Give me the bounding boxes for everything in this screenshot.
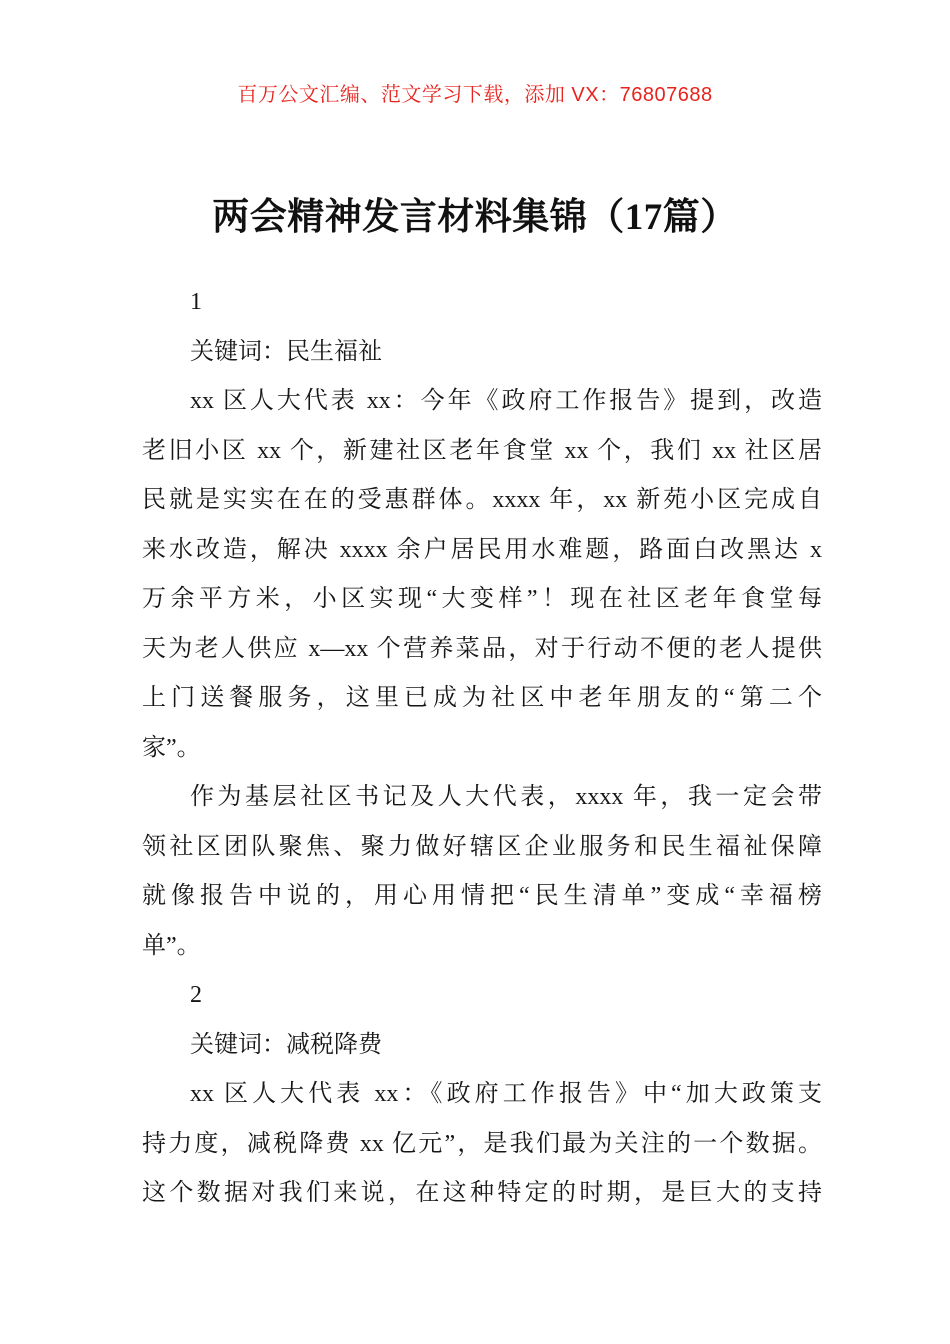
promo-banner: 百万公文汇编、范文学习下载，添加 VX：76807688 xyxy=(237,84,713,106)
body-line: 1 xyxy=(190,289,202,315)
body-line: 持力度，减税降费 xx 亿元”，是我们最为关注的一个数据。 xyxy=(142,1130,822,1157)
body-line: xx 区人大代表 xx：《政府工作报告》中“加大政策支 xyxy=(190,1081,822,1107)
body-line: 天为老人供应 x—xx 个营养菜品，对于行动不便的老人提供 xyxy=(142,635,822,662)
document-body xyxy=(142,278,822,1219)
body-line: 作为基层社区书记及人大代表，xxxx 年，我一定会带 xyxy=(190,784,822,810)
body-line: 上门送餐服务，这里已成为社区中老年朋友的“第二个 xyxy=(142,685,822,711)
body-line: xx 区人大代表 xx：今年《政府工作报告》提到，改造 xyxy=(190,388,822,414)
body-line: 来水改造，解决 xxxx 余户居民用水难题，路面白改黑达 x xyxy=(142,536,822,563)
body-line: 民就是实实在在的受惠群体。xxxx 年，xx 新苑小区完成自 xyxy=(142,487,822,513)
body-line: 关键词：减税降费 xyxy=(190,1031,382,1058)
body-line: 单”。 xyxy=(142,932,201,959)
body-line: 2 xyxy=(190,982,202,1008)
body-line: 领社区团队聚焦、聚力做好辖区企业服务和民生福祉保障 xyxy=(142,833,822,860)
body-line: 关键词：民生福祉 xyxy=(190,338,382,365)
body-line: 老旧小区 xx 个，新建社区老年食堂 xx 个，我们 xx 社区居 xyxy=(142,437,822,464)
body-line: 万余平方米，小区实现“大变样”！现在社区老年食堂每 xyxy=(142,586,822,612)
body-line: 这个数据对我们来说，在这种特定的时期，是巨大的支持 xyxy=(142,1180,822,1206)
page-title: 两会精神发言材料集锦（17篇） xyxy=(212,196,738,238)
body-line: 家”。 xyxy=(142,734,201,761)
body-line: 就像报告中说的，用心用情把“民生清单”变成“幸福榜 xyxy=(142,883,822,909)
